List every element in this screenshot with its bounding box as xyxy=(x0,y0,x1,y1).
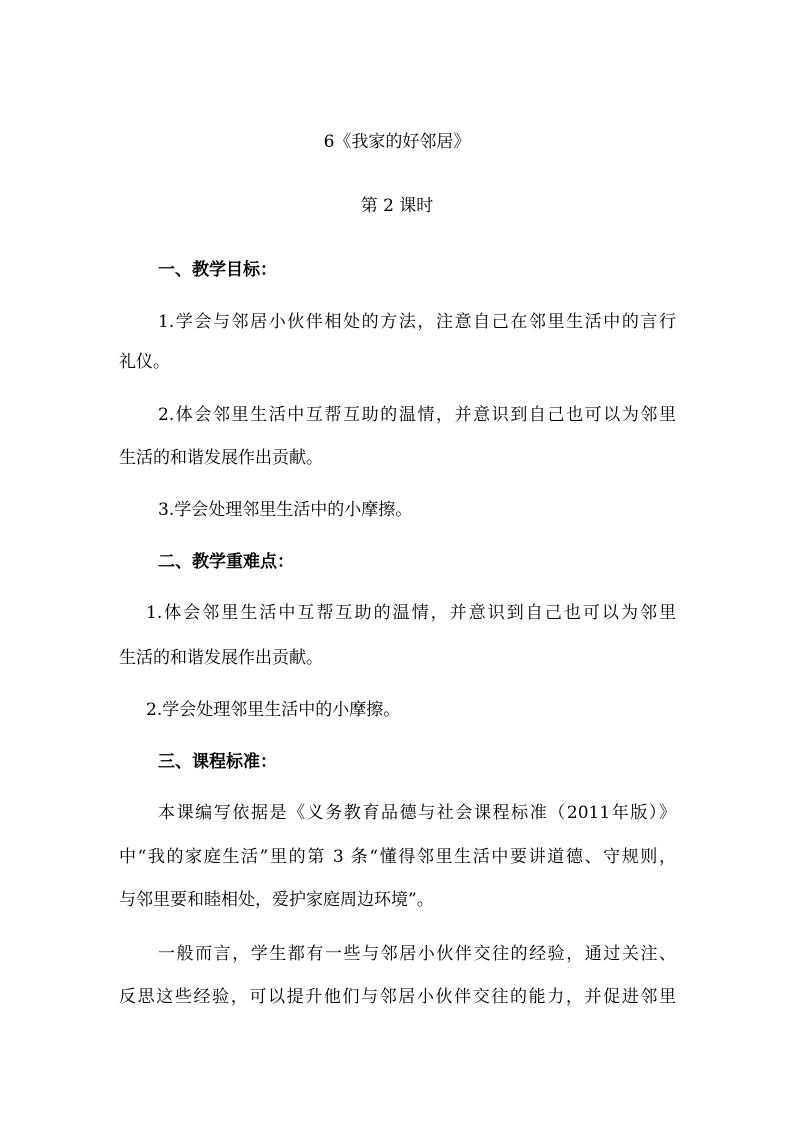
objective-1-line-2: 礼仪。 xyxy=(119,352,170,372)
document-subtitle: 第 2 课时 xyxy=(360,196,434,216)
curriculum-para-2-line-1: 一般而言，学生都有一些与邻居小伙伴交往的经验，通过关注、 xyxy=(158,944,676,964)
key-point-1-line-2: 生活的和谐发展作出贡献。 xyxy=(119,648,323,668)
section-heading-curriculum: 三、课程标准： xyxy=(158,752,277,772)
curriculum-para-1-line-3: 与邻里要和睦相处，爱护家庭周边环境”。 xyxy=(119,890,434,910)
key-point-1-line-1: 1.体会邻里生活中互帮互助的温情，并意识到自己也可以为邻里 xyxy=(146,603,676,623)
curriculum-para-2-line-2: 反思这些经验，可以提升他们与邻居小伙伴交往的能力，并促进邻里 xyxy=(119,987,676,1007)
curriculum-para-1-line-2: 中“我的家庭生活”里的第 3 条“懂得邻里生活中要讲道德、守规则， xyxy=(119,847,676,867)
objective-1-line-1: 1.学会与邻居小伙伴相处的方法，注意自己在邻里生活中的言行 xyxy=(158,312,676,332)
objective-3: 3.学会处理邻里生活中的小摩擦。 xyxy=(158,500,413,520)
document-title: 6《我家的好邻居》 xyxy=(323,132,471,152)
objective-2-line-2: 生活的和谐发展作出贡献。 xyxy=(119,448,323,468)
curriculum-para-1-line-1: 本课编写依据是《义务教育品德与社会课程标准（2011年版）》 xyxy=(158,803,676,823)
objective-2-line-1: 2.体会邻里生活中互帮互助的温情，并意识到自己也可以为邻里 xyxy=(158,405,676,425)
section-heading-objectives: 一、教学目标： xyxy=(158,260,277,280)
section-heading-key-points: 二、教学重难点： xyxy=(158,552,294,572)
key-point-2: 2.学会处理邻里生活中的小摩擦。 xyxy=(146,700,401,720)
